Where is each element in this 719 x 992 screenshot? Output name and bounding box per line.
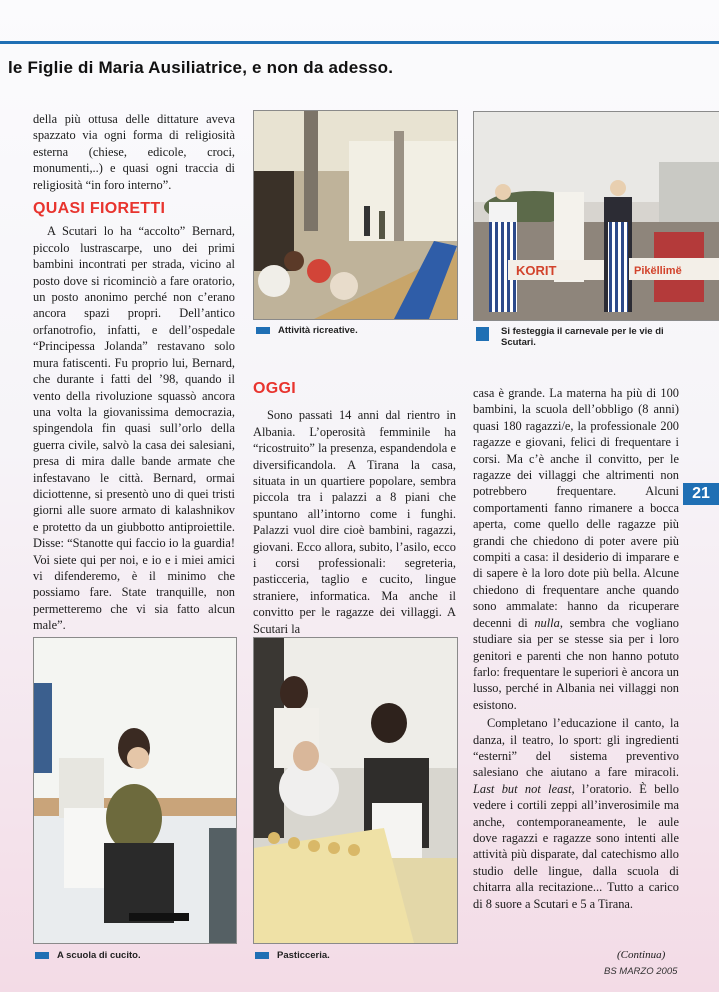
continua-label: (Continua) (617, 949, 666, 961)
photo-carnival (473, 111, 719, 321)
caption-pastry: Pasticceria. (255, 950, 330, 961)
heading-oggi: OGGI (253, 380, 296, 397)
col1-body: A Scutari lo ha “accolto” Bernard, piccolo lustrascarpe, uno dei primi bambini incontrati per strada, vicino al posto dove si ricominciò a fare oratorio, un posto anonimo perché non c’erano ancora spazi propri. Dell’antico orfanotrofio, infatti, e dell’ospedale “Principessa Jolanda” restavano solo mura fatiscenti. Fu proprio lui, Bernard, che durante i fatti del ’98, quando il vento della rivoluzione squassò ancora una volta la giovanissima democrazia, spingendola fin quasi sull’orlo della guerra civile, salvò la casa dei salesiani, presa di mira dalle bande armate che infestavano le città. Bernard, ormai diciottenne, si presentò uno di quei tristi giorni alle suore armato di kalashnikov e protetto da un giubbotto antiproiettile. Disse: “Stanotte qui faccio io la guardia! Voi siete qui per noi, e io e i miei amici vi difenderemo, è il minimo che possiamo fare. State tranquille, non permetteremo che vi sia fatto alcun male”. (33, 224, 235, 633)
caption-marker (35, 952, 49, 959)
running-header: le Figlie di Maria Ausiliatrice, e non da adesso. (8, 58, 394, 77)
page-number: 21 (683, 483, 719, 505)
photo-pastry (253, 637, 458, 944)
col3-p2: Completano l’educazione il canto, la danza, il teatro, lo sport: gli ingredienti “esterni” del sistema preventivo salesiano che aiutano a fare miracoli. Last but not least, l’oratorio. È bello vedere i cortili zeppi all’inverosimile ma anche, contemporaneamente, le aule dove ragazzi e ragazze sono intenti alle attività più disparate, dal catechismo allo studio delle lingue, dalla scuola di chitarra alla recitazione... Tutto a carico di 8 suore a Scutari e 5 a Tirana. (473, 716, 679, 911)
caption-marker (476, 327, 489, 341)
column-2 (253, 381, 456, 637)
caption-sewing: A scuola di cucito. (35, 950, 141, 961)
banner-text-1: KORIT (516, 263, 557, 278)
caption-activities: Attività ricreative. (256, 325, 358, 336)
footer-issue: BS MARZO 2005 (604, 966, 678, 977)
col2-body: Sono passati 14 anni dal rientro in Albania. L’operosità femminile ha “ricostruito” la presenza, espandendola e diversificandola. A Tirana la casa, situata in un quartiere popolare, sembra piccola tra i palazzi a 8 piani che spuntano all’intorno come i funghi. Palazzi vuol dire cioè bambini, ragazzi, giovani. Ecco allora, subito, l’asilo, ecco i corsi professionali: segreteria, pasticceria, taglio e cucito, lingue straniere, informatica. Ma anche il convitto per le ragazze dei villaggi. A Scutari la (253, 408, 456, 636)
caption-marker (256, 327, 270, 334)
col3-p1: casa è grande. La materna ha più di 100 bambini, la scuola dell’obbligo (8 anni) quasi 180 ragazzi/e, la professionale 200 ragazze e giovani, felici di frequentare i corsi. Ma c’è anche il convitto, per le ragazze dei villaggi che altrimenti non potrebbero frequentare. Alcuni comportamenti fanno rimanere a bocca aperta, come quello delle ragazze più grandi che chiedono di poter avere più compiti a casa: il desiderio di imparare e di sapere è la loro dote più bella. Alcune chiedono di frequentare anche quando sono ammalate: hanno da ricuperare decenni di nulla, sembra che vogliano studiare sia per se stesse sia per i loro genitori e parenti che non hanno potuto farlo: frequentare le superiori è ancora un lusso, perché in Albania nei villaggi non esistono. (473, 386, 679, 712)
caption-marker (255, 952, 269, 959)
caption-carnival: Si festeggia il carnevale per le vie di Scutari. (501, 326, 664, 348)
banner-text-2: Pikëllimë (634, 265, 682, 277)
col3-p2-italic: Last but not least (473, 781, 572, 796)
col1-intro: della più ottusa delle dittature aveva spazzato via ogni forma di religiosità esterna (chiese, edicole, croci, monumenti,..) e quasi ogni traccia di religiosità “in foro interno”. (33, 112, 235, 192)
photo-sewing (33, 637, 237, 944)
photo-activities (253, 110, 458, 320)
top-rule (0, 41, 719, 44)
heading-quasi-fioretti: QUASI FIORETTI (33, 200, 166, 218)
column-3 (473, 385, 679, 912)
col3-p1-italic: nulla (534, 615, 560, 630)
column-1 (33, 111, 235, 634)
